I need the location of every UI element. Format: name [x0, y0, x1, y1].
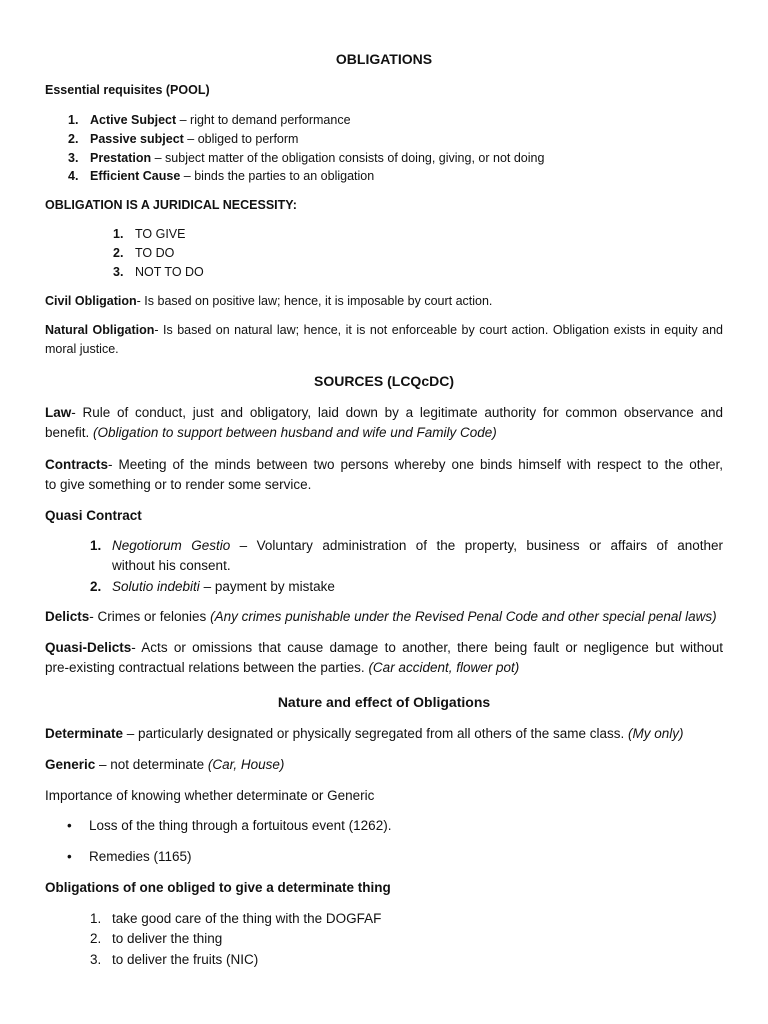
- list-item: [90, 950, 768, 970]
- quasi-delicts-line2: pre-existing contractual relations between the parties. (Car accident, flower pot): [45, 660, 520, 675]
- bullet-icon: •: [67, 818, 72, 833]
- bullet-item: [67, 816, 745, 836]
- generic: [45, 755, 723, 775]
- list-number: 4.: [68, 169, 79, 183]
- term: Civil Obligation: [45, 294, 137, 308]
- list-desc: – Voluntary administration of the property, business or affairs of another: [230, 538, 723, 553]
- list-number: 1.: [90, 911, 102, 926]
- definition: - Acts or omissions that cause damage to another, there being fault or negligence but without: [131, 640, 723, 655]
- list-item: [68, 129, 746, 149]
- list-item: [113, 243, 768, 263]
- sources-heading: SOURCES (LCQcDC): [313, 373, 454, 389]
- determinate: [45, 724, 723, 744]
- law-line1: [45, 403, 723, 423]
- list-number: 1.: [68, 113, 79, 127]
- definition: - Meeting of the minds between two persons whereby one binds himself with respect to the other,: [108, 457, 723, 472]
- example: (Any crimes punishable under the Revised Penal Code and other special penal laws): [210, 609, 717, 624]
- list-number: 2.: [113, 246, 124, 260]
- bullet-item: [67, 847, 745, 867]
- term: Delicts: [45, 609, 90, 624]
- list-item: [113, 262, 768, 282]
- list-item: [90, 909, 768, 929]
- term: Natural Obligation: [45, 323, 155, 337]
- list-number: 2.: [90, 579, 102, 594]
- list-term: Active Subject: [90, 113, 177, 127]
- list-text: take good care of the thing with the DOGFAF: [112, 911, 382, 926]
- list-desc: – binds the parties to an obligation: [180, 169, 375, 183]
- civil-obligation: [45, 291, 723, 311]
- definition: - Is based on positive law; hence, it is imposable by court action.: [136, 294, 493, 308]
- page-title: OBLIGATIONS: [335, 51, 433, 67]
- list-number: 3.: [90, 952, 102, 967]
- bullet-icon: •: [67, 849, 72, 864]
- list-number: 3.: [68, 151, 79, 165]
- definition: – particularly designated or physically segregated from all others of the same class.: [123, 726, 629, 741]
- list-text: TO GIVE: [135, 227, 186, 241]
- term: Determinate: [45, 726, 124, 741]
- list-term: Negotiorum Gestio: [112, 538, 231, 553]
- list-text: NOT TO DO: [135, 265, 204, 279]
- quasi-contract-heading: Quasi Contract: [45, 508, 142, 523]
- list-item: [68, 110, 746, 130]
- list-text: to deliver the thing: [112, 931, 223, 946]
- delicts: [45, 607, 723, 627]
- term: Law: [45, 405, 72, 420]
- example: (Obligation to support between husband and wife und Family Code): [93, 425, 497, 440]
- list-item: [90, 536, 723, 556]
- quasi-delicts-line1: [45, 638, 723, 658]
- requisites-heading: Essential requisites (POOL): [45, 83, 210, 97]
- natural-obligation-line1: [45, 320, 723, 340]
- list-number: 1.: [113, 227, 124, 241]
- list-item-continuation: without his consent.: [112, 558, 231, 573]
- list-item: [90, 577, 768, 597]
- list-text: to deliver the fruits (NIC): [112, 952, 259, 967]
- list-number: 1.: [90, 538, 102, 553]
- definition: - Is based on natural law; hence, it is not enforceable by court action. Obligation exists in equity and: [154, 323, 723, 337]
- list-item: [113, 224, 768, 244]
- list-term: Efficient Cause: [90, 169, 181, 183]
- example: (Car accident, flower pot): [368, 660, 520, 675]
- term: Generic: [45, 757, 96, 772]
- list-number: 2.: [68, 132, 79, 146]
- definition: – not determinate: [95, 757, 208, 772]
- law-line2: benefit. (Obligation to support between husband and wife und Family Code): [45, 425, 497, 440]
- contracts-line2: to give something or to render some service.: [45, 477, 312, 492]
- term: Quasi-Delicts: [45, 640, 132, 655]
- list-term: Passive subject: [90, 132, 184, 146]
- list-number: 2.: [90, 931, 102, 946]
- term: Contracts: [45, 457, 109, 472]
- list-desc: – obliged to perform: [183, 132, 299, 146]
- list-item: [68, 166, 746, 186]
- juridical-heading: OBLIGATION IS A JURIDICAL NECESSITY:: [45, 198, 297, 212]
- list-term: Solutio indebiti: [112, 579, 200, 594]
- list-text: TO DO: [135, 246, 175, 260]
- bullet-text: Remedies (1165): [89, 849, 192, 864]
- contracts-line1: [45, 455, 723, 475]
- nature-heading: Nature and effect of Obligations: [277, 694, 491, 710]
- definition: - Rule of conduct, just and obligatory, laid down by a legitimate authority for common observance and: [71, 405, 723, 420]
- list-item: [68, 148, 746, 168]
- list-item: [90, 929, 768, 949]
- natural-obligation-line2: moral justice.: [45, 342, 119, 356]
- definition: - Crimes or felonies: [89, 609, 211, 624]
- list-desc: – right to demand performance: [176, 113, 351, 127]
- list-desc: – payment by mistake: [199, 579, 335, 594]
- example: (Car, House): [207, 757, 285, 772]
- list-number: 3.: [113, 265, 124, 279]
- list-term: Prestation: [90, 151, 152, 165]
- bullet-text: Loss of the thing through a fortuitous event (1262).: [89, 818, 392, 833]
- obligations-heading: Obligations of one obliged to give a determinate thing: [45, 880, 391, 895]
- list-desc: – subject matter of the obligation consists of doing, giving, or not doing: [151, 151, 545, 165]
- example: (My only): [628, 726, 684, 741]
- importance-text: Importance of knowing whether determinate or Generic: [45, 788, 375, 803]
